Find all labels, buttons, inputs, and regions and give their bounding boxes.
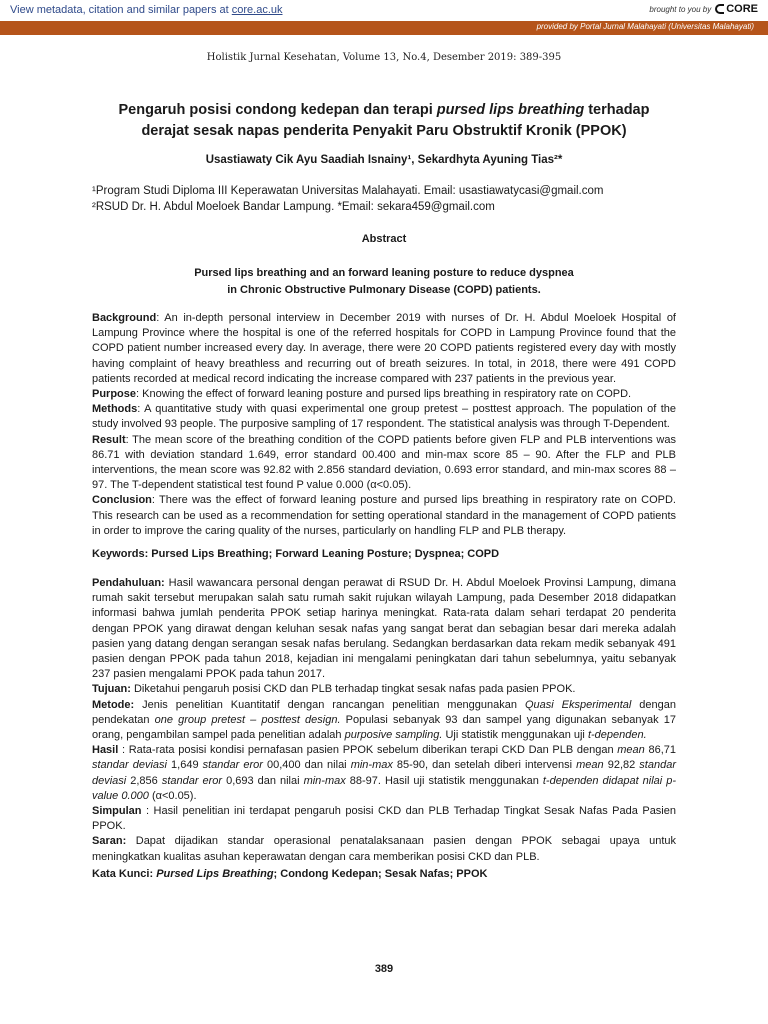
- affiliation-2: ²RSUD Dr. H. Abdul Moeloek Bandar Lampung. *Email: sekara459@gmail.com: [92, 201, 495, 213]
- methods-text: : A quantitative study with quasi experimental one group pretest – posttest approach. The population of the study involved 93 people. The purposive sampling of 17 respondent. The statistical analysis was through T-Dependent.: [92, 403, 676, 431]
- pendahuluan-label: Pendahuluan:: [92, 577, 165, 589]
- hasil-italic-4: min-max: [350, 759, 393, 772]
- indonesian-abstract: [92, 576, 676, 865]
- provided-by-text[interactable]: provided by Portal Jurnal Malahayati (Universitas Malahayati): [536, 22, 754, 31]
- hasil-text-e: 85-90, dan setelah diberi intervensi: [392, 759, 577, 772]
- metadata-notice: [10, 4, 283, 16]
- metode-text-b: dengan pendekatan: [92, 698, 676, 726]
- hasil-italic-1: mean: [617, 744, 645, 757]
- hasil-italic-9: t-dependen didapat nilai p-value 0.000: [92, 774, 677, 802]
- metode-italic-4: t-dependen.: [587, 729, 647, 742]
- background-text: : An in-depth personal interview in December 2019 with nurses of Dr. H. Abdul Moeloek Hospital of Lampung Province where the hospital is one of the referred hospitals for COPD in Lampung Province found that the COPD patient number increased every day. In average, there were 20 COPD patients registered every day with mostly having complaint of heavy breathless and recurring out of breath seizures. In total, in 2018, there were 491 COPD patients recorded at medical record indicating the increase compared with 237 patients in the previous year.: [92, 312, 676, 385]
- core-provided-strip: [0, 21, 768, 35]
- core-banner: [0, 0, 768, 36]
- simpulan-paragraph: [92, 804, 676, 834]
- english-abstract: [92, 311, 676, 539]
- brought-to-you: [649, 3, 758, 15]
- simpulan-text: : Hasil penelitian ini terdapat pengaruh posisi CKD dan PLB Terhadap Tingkat Sesak Nafas Pada Pasien PPOK.: [92, 805, 676, 833]
- background-label: Background: [92, 312, 157, 324]
- purpose-text: : Knowing the effect of forward leaning posture and pursed lips breathing in respiratory rate on COPD.: [136, 388, 632, 401]
- purpose-paragraph: [92, 387, 676, 402]
- core-link[interactable]: core.ac.uk: [231, 4, 283, 16]
- background-paragraph: [92, 311, 676, 387]
- hasil-italic-3: standar eror: [202, 759, 263, 772]
- brought-text: brought to you by: [649, 4, 712, 14]
- metadata-text: View metadata, citation and similar papers at: [10, 4, 229, 16]
- simpulan-label: Simpulan: [92, 805, 142, 818]
- core-logo-text: CORE: [726, 3, 758, 15]
- hasil-italic-7: standar eror: [161, 774, 223, 787]
- tujuan-paragraph: [92, 682, 676, 697]
- kata-kunci-italic: Pursed Lips Breathing: [156, 868, 274, 880]
- conclusion-label: Conclusion: [92, 494, 152, 507]
- paper-title: [80, 100, 688, 142]
- metode-italic-3: purposive sampling.: [344, 729, 443, 742]
- tujuan-text: Diketahui pengaruh posisi CKD dan PLB terhadap tingkat sesak nafas pada pasien PPOK.: [130, 683, 576, 696]
- metode-paragraph: [92, 698, 676, 744]
- abstract-heading: Abstract: [361, 233, 407, 245]
- hasil-text-a: : Rata-rata posisi kondisi pernafasan pasien PPOK sebelum diberikan terapi CKD Dan PLB dengan: [118, 744, 618, 757]
- metode-text-c: Populasi sebanyak 93 dan sampel yang digunakan sebanyak 17 orang, pengambilan sampel pada penelitian adalah: [92, 713, 676, 742]
- result-text: : The mean score of the breathing condition of the COPD patients before given FLP and PLB interventions was 86.71 with deviation standard 1.649, error standard 00.400 and min-max score 85 – 90. After the FLP and PLB interventions, the mean score was 92.82 with 2.856 standard deviation, 0.693 error standard, and min-max scores 88 – 97. The T-dependent statistical test found P value 0.000 (α<0.05).: [92, 433, 676, 492]
- pendahuluan-paragraph: [92, 576, 676, 682]
- title-italic: pursed lips breathing: [436, 102, 585, 118]
- tujuan-label: Tujuan:: [92, 683, 131, 696]
- hasil-italic-8: min-max: [303, 774, 346, 787]
- hasil-text-g: 2,856: [126, 774, 162, 787]
- hasil-text-k: (α<0.05).: [148, 789, 197, 802]
- english-title-line1: Pursed lips breathing and an forward leaning posture to reduce dyspnea: [194, 267, 574, 279]
- hasil-italic-6: standar deviasi: [92, 759, 676, 787]
- page-number: 389: [374, 963, 394, 975]
- purpose-label: Purpose: [92, 388, 137, 401]
- conclusion-paragraph: [92, 493, 676, 539]
- metode-text-a: Jenis penelitian Kuantitatif dengan rancangan penelitian menggunakan: [134, 698, 525, 711]
- hasil-text-j: 88-97. Hasil uji statistik menggunakan: [345, 774, 543, 787]
- metode-label: Metode:: [92, 698, 135, 711]
- affiliation-1: ¹Program Studi Diploma III Keperawatan Universitas Malahayati. Email: usastiawatycasi@gmail.com: [92, 185, 604, 197]
- core-top-strip: [0, 0, 768, 22]
- authors: Usastiawaty Cik Ayu Saadiah Isnainy¹, Sekardhyta Ayuning Tias²*: [205, 154, 563, 166]
- hasil-italic-2: standar deviasi: [92, 759, 167, 772]
- conclusion-text: : There was the effect of forward leaning posture and pursed lips breathing in respiratory rate on COPD. This research can be used as a recommendation for setting operational standard in the management of COPD patients in order to improve the caring quality of the nurses, particularly on handling FLP and PLB therapy.: [92, 494, 676, 537]
- kata-kunci: [92, 868, 487, 880]
- title-part1: Pengaruh posisi condong kedepan dan terapi: [118, 102, 437, 118]
- english-title-line2: in Chronic Obstructive Pulmonary Disease (COPD) patients.: [227, 284, 541, 296]
- core-logo[interactable]: [715, 3, 758, 15]
- metode-italic-2: one group pretest – posttest design.: [154, 713, 341, 726]
- kata-kunci-label: Kata Kunci:: [92, 868, 157, 880]
- english-title: [100, 265, 668, 299]
- hasil-text-f: 92,82: [603, 759, 640, 772]
- saran-label: Saran:: [92, 835, 127, 848]
- core-logo-icon: [715, 4, 724, 14]
- hasil-text-h: 0,693 dan nilai: [222, 774, 304, 787]
- kata-kunci-rest: ; Condong Kedepan; Sesak Nafas; PPOK: [273, 868, 488, 880]
- journal-header: Holistik Jurnal Kesehatan, Volume 13, No.4, Desember 2019: 389-395: [206, 52, 562, 63]
- saran-paragraph: [92, 834, 676, 864]
- hasil-text-b: 86,71: [644, 744, 676, 757]
- metode-italic-1: Quasi Eksperimental: [524, 698, 632, 711]
- hasil-italic-5: mean: [576, 759, 604, 772]
- methods-label: Methods: [92, 403, 138, 416]
- hasil-paragraph: [92, 743, 676, 804]
- hasil-text-c: 1,649: [166, 759, 203, 772]
- result-label: Result: [92, 433, 126, 446]
- methods-paragraph: [92, 402, 676, 432]
- title-part2: terhadap: [584, 102, 650, 118]
- hasil-text-d: 00,400 dan nilai: [262, 759, 351, 772]
- keywords: Keywords: Pursed Lips Breathing; Forward Leaning Posture; Dyspnea; COPD: [92, 548, 500, 560]
- result-paragraph: [92, 433, 676, 494]
- title-line2: derajat sesak napas penderita Penyakit Paru Obstruktif Kronik (PPOK): [141, 123, 627, 139]
- metode-text-d: Uji statistik menggunakan uji: [442, 729, 588, 742]
- hasil-label: Hasil: [92, 744, 119, 757]
- saran-text: Dapat dijadikan standar operasional penatalaksanaan pasien dengan PPOK sebagai upaya untuk meningkatkan kualitas asuhan keperawatan dengan cara memberikan posisi CKD dan PLB.: [92, 835, 676, 863]
- pendahuluan-text: Hasil wawancara personal dengan perawat di RSUD Dr. H. Abdul Moeloek Provinsi Lampung, dimana rumah sakit tersebut merupakan salah satu rumah sakit rujukan wilayah Lampung, pada Desember 2018 didapatkan informasi bahwa jumlah penderita PPOK setiap harinya meningkat. Rata-rata dalam sehari terdapat 20 penderita dengan PPOK yang dirawat dengan keluhan sesak nafas yang sangat berat dan sebagian besar dari mereka adalah pasien yang datang dengan serangan sesak nafas berulang. Sedangkan berdasarkan data rekam medik sebanyak 491 pasien dengan PPOK pada tahun 2018, kejadian ini mengalami peningkatan dari tahun sebelumnya, yaitu sebanyak 237 pasien mengalami PPOK pada tahun 2017.: [92, 577, 676, 681]
